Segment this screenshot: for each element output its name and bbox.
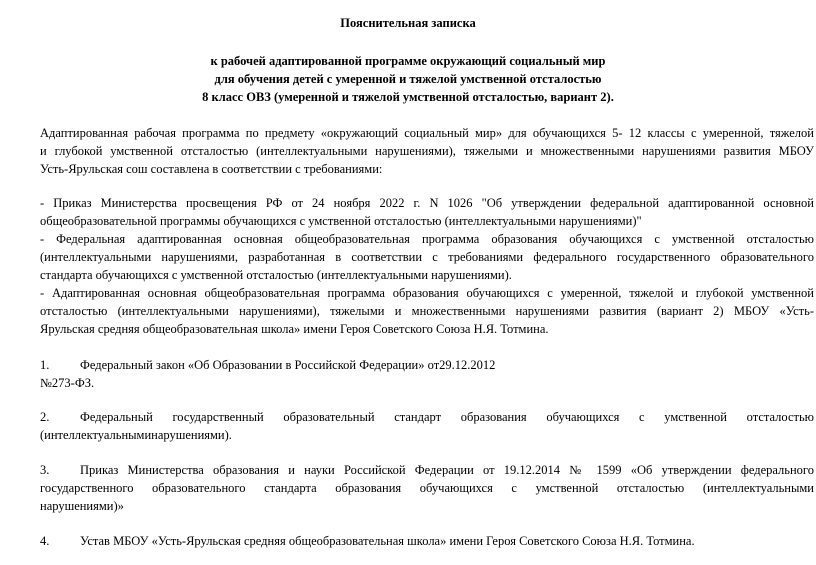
list-item-text: Приказ Министерства образования и науки Российской Федерации от 19.12.2014 № 1599 «Об утверждении федерального bbox=[80, 463, 814, 477]
requirement-line-5: стандарта обучающихся с умственной отсталостью (интеллектуальными нарушениями). bbox=[40, 268, 512, 282]
list-item-number: 4. bbox=[40, 534, 50, 548]
requirement-line-2: общеобразовательной программы обучающихся с умственной отсталостью (интеллектуальными нарушениями)" bbox=[40, 214, 642, 228]
subtitle-line-1: к рабочей адаптированной программе окружающий социальный мир bbox=[210, 54, 606, 68]
list-item-text: нарушениями)» bbox=[40, 499, 124, 513]
requirement-line-3: - Федеральная адаптированная основная общеобразовательная программа образования обучающихся с умственной отсталостью bbox=[40, 232, 814, 246]
list-item-number: 2. bbox=[40, 410, 50, 424]
requirement-line-1: - Приказ Министерства просвещения РФ от 24 ноября 2022 г. N 1026 "Об утверждении федеральной адаптированной основной bbox=[40, 196, 814, 210]
list-item-text: №273-ФЗ. bbox=[40, 376, 95, 390]
intro-line-1: Адаптированная рабочая программа по предмету «окружающий социальный мир» для обучающихся 5- 12 классы с умеренной, тяжелой bbox=[40, 126, 814, 140]
subtitle-line-2: для обучения детей с умеренной и тяжелой умственной отсталостью bbox=[214, 72, 602, 86]
list-item-text: (интеллектуальныминарушениями). bbox=[40, 428, 232, 442]
requirement-line-7: отсталостью (интеллектуальными нарушениями), тяжелыми и множественными нарушениями развития (вариант 2) МБОУ «Усть- bbox=[40, 304, 814, 318]
requirement-line-8: Ярульская средняя общеобразовательная школа» имени Героя Советского Союза Н.Я. Тотмина. bbox=[40, 322, 549, 336]
list-item-text: государственного образовательного стандарта образования обучающихся с умственной отсталостью (интеллектуальными bbox=[40, 481, 814, 495]
intro-line-2: и глубокой умственной отсталостью (интеллектуальными нарушениями), тяжелыми и множественными нарушениями развития МБОУ bbox=[40, 144, 814, 158]
list-item-number: 1. bbox=[40, 358, 50, 372]
requirement-line-6: - Адаптированная основная общеобразовательная программа образования обучающихся с умеренной, тяжелой и глубокой умственной bbox=[40, 286, 814, 300]
list-item-text: Федеральный государственный образовательный стандарт образования обучающихся с умственной отсталостью bbox=[80, 410, 814, 424]
subtitle-line-3: 8 класс ОВЗ (умеренной и тяжелой умственной отсталостью, вариант 2). bbox=[202, 90, 614, 104]
list-item-text: Устав МБОУ «Усть-Ярульская средняя общеобразовательная школа» имени Героя Советского Союза Н.Я. Тотмина. bbox=[80, 534, 695, 548]
list-item-number: 3. bbox=[40, 463, 50, 477]
list-item-text: Федеральный закон «Об Образовании в Российской Федерации» от29.12.2012 bbox=[80, 358, 496, 372]
intro-line-3: Усть-Ярульская сош составлена в соответствии с требованиями: bbox=[40, 162, 383, 176]
document-title: Пояснительная записка bbox=[340, 16, 476, 30]
requirement-line-4: (интеллектуальными нарушениями, разработанная в соответствии с требованиями федерального государственного образовательного bbox=[40, 250, 814, 264]
